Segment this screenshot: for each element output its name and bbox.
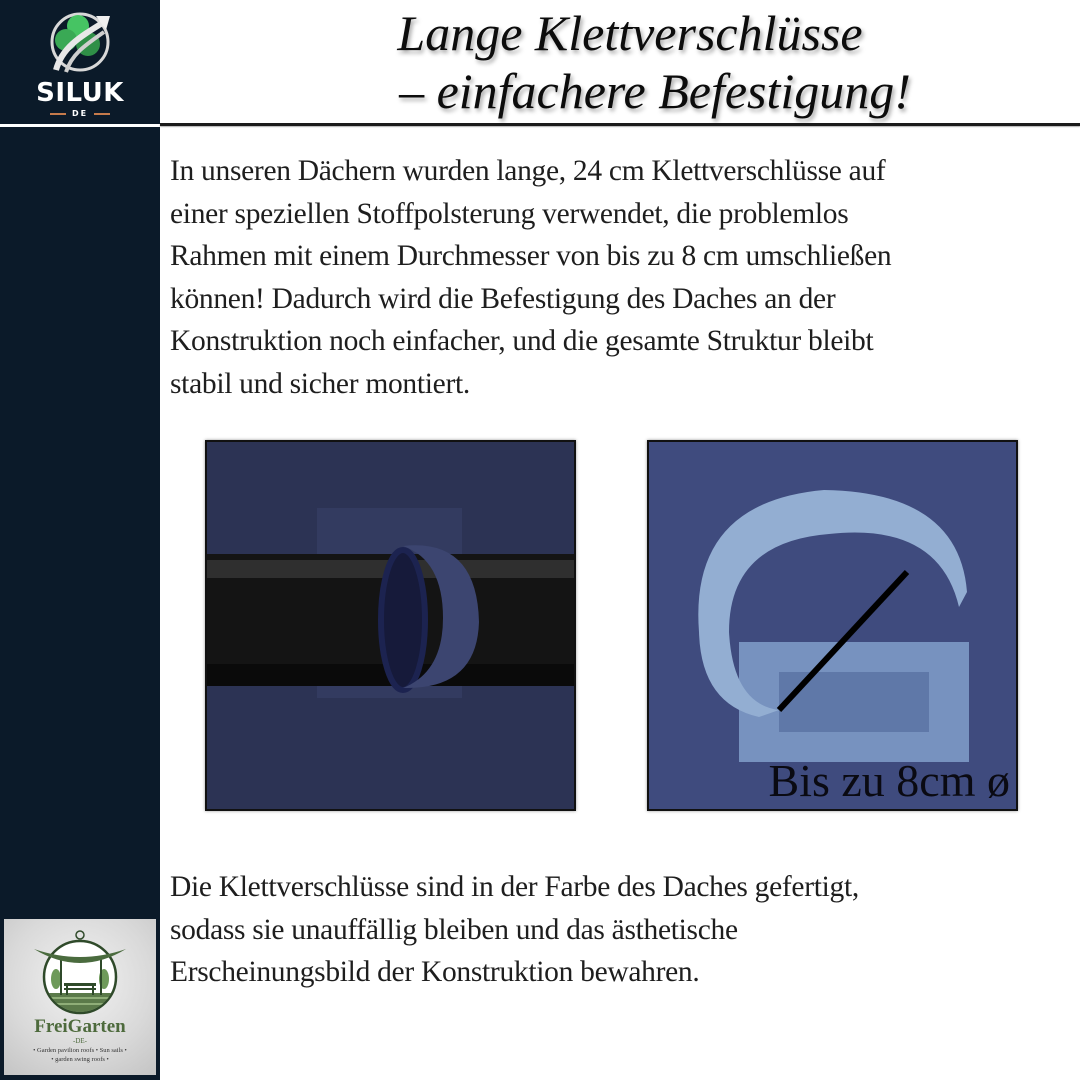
photo-strap-diameter xyxy=(647,440,1018,811)
sidebar xyxy=(0,0,160,1080)
partner-sub: -DE- xyxy=(73,1037,87,1045)
paragraph-line: stabil und sicher montiert. xyxy=(170,367,470,400)
garden-bench-icon xyxy=(4,919,156,1015)
diameter-caption: Bis zu 8cm ø xyxy=(768,755,1010,806)
partner-tagline-1: • Garden pavilion roofs • Sun sails • xyxy=(33,1047,127,1054)
paragraph-line: sodass sie unauffällig bleiben und das ästhetische xyxy=(170,913,738,946)
clover-arrow-icon xyxy=(48,8,112,76)
paragraph-line: können! Dadurch wird die Befestigung des Daches an der xyxy=(170,282,836,315)
intro-paragraph xyxy=(170,150,891,405)
strap-on-bar-illustration xyxy=(207,442,576,811)
paragraph-line: Konstruktion noch einfacher, und die gesamte Struktur bleibt xyxy=(170,325,874,357)
photo-strap-on-frame xyxy=(205,440,576,811)
color-paragraph xyxy=(170,866,859,994)
partner-tagline-2: • garden swing roofs • xyxy=(51,1056,109,1063)
siluk-logo xyxy=(20,6,140,118)
title-line-2: – einfachere Befestigung! xyxy=(399,63,911,119)
brand-name: SILUK xyxy=(36,78,124,108)
freigarten-logo xyxy=(4,919,156,1075)
paragraph-line: einer speziellen Stoffpolsterung verwendet, die problemlos xyxy=(170,197,849,230)
brand-sub: DE xyxy=(20,109,140,118)
paragraph-line: In unseren Dächern wurden lange, 24 cm Klettverschlüsse auf xyxy=(170,155,886,187)
paragraph-line: Erscheinungsbild der Konstruktion bewahren. xyxy=(170,956,700,988)
header-divider xyxy=(160,123,1080,126)
page-title xyxy=(160,0,1080,120)
paragraph-line: Rahmen mit einem Durchmesser von bis zu 8 cm umschließen xyxy=(170,240,892,272)
partner-name: FreiGarten xyxy=(34,1016,126,1037)
title-line-1: Lange Klettverschlüsse xyxy=(397,5,863,61)
paragraph-line: Die Klettverschlüsse sind in der Farbe des Daches gefertigt, xyxy=(170,871,859,903)
sidebar-divider xyxy=(0,124,160,127)
